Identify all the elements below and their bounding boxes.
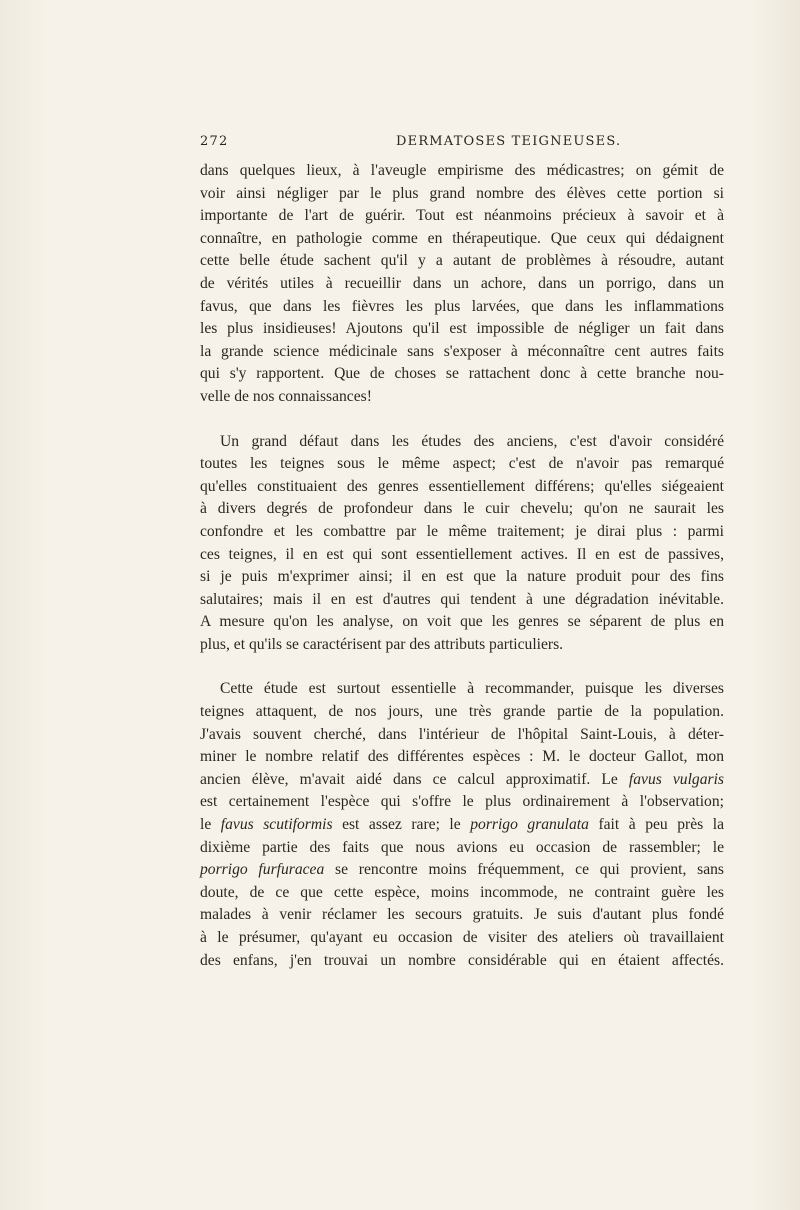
text-line: importante de l'art de guérir. Tout est néanmoins précieux à savoir et à bbox=[200, 207, 724, 225]
text-line-last: velle de nos connaissances! bbox=[200, 387, 372, 405]
text-line: malades à venir réclamer les secours gratuits. Je suis d'autant plus fondé bbox=[200, 906, 724, 924]
text-line: voir ainsi négliger par le plus grand nombre des élèves cette portion si bbox=[200, 184, 724, 202]
paragraph-1 bbox=[200, 160, 724, 409]
text-line: toutes les teignes sous le même aspect; c'est de n'avoir pas remarqué bbox=[200, 455, 724, 473]
text-line: cette belle étude sachent qu'il y a autant de problèmes à résoudre, autant bbox=[200, 252, 724, 270]
text-line: connaître, en pathologie comme en thérapeutique. Que ceux qui dédaignent bbox=[200, 229, 724, 247]
text-line: dans quelques lieux, à l'aveugle empirisme des médicastres; on gémit de bbox=[200, 162, 724, 179]
text-line: ancien élève, m'avait aidé dans ce calcul approximatif. Le favus vulgaris bbox=[200, 770, 724, 788]
text-line: qu'elles constituaient des genres essentiellement différens; qu'elles siégeaient bbox=[200, 477, 724, 495]
term-porrigo-furfuracea: porrigo furfuracea bbox=[200, 861, 325, 879]
text-line: confondre et les combattre par le même traitement; je dirai plus : parmi bbox=[200, 522, 724, 540]
text-line: dixième partie des faits que nous avions eu occasion de rassembler; le bbox=[200, 838, 724, 856]
term-favus-scutiformis: favus scutiformis bbox=[220, 816, 333, 834]
text-line: porrigo furfuracea se rencontre moins fréquemment, ce qui provient, sans bbox=[200, 861, 724, 879]
text-line: salutaires; mais il en est d'autres qui tendent à une dégradation inévitable. bbox=[200, 590, 724, 608]
paragraph-3 bbox=[200, 678, 724, 972]
text-line: à le présumer, qu'ayant eu occasion de visiter des ateliers où travaillaient bbox=[200, 929, 724, 946]
text-line: J'avais souvent cherché, dans l'intérieur de l'hôpital Saint-Louis, à déter- bbox=[200, 725, 724, 743]
term-favus-vulgaris: favus vulgaris bbox=[628, 770, 724, 788]
text-line: la grande science médicinale sans s'exposer à méconnaître cent autres faits bbox=[200, 342, 724, 360]
running-title: DERMATOSES TEIGNEUSES. bbox=[396, 134, 622, 149]
text-line: de vérités utiles à recueillir dans un achore, dans un porrigo, dans un bbox=[200, 274, 724, 292]
text-line: teignes attaquent, de nos jours, une très grande partie de la population. bbox=[200, 703, 724, 721]
paragraph-2 bbox=[200, 431, 724, 657]
text-line-last: plus, et qu'ils se caractérisent par des attributs particuliers. bbox=[200, 635, 564, 653]
text-line: le favus scutiformis est assez rare; le porrigo granulata fait à peu près la bbox=[200, 816, 724, 834]
body-text bbox=[200, 160, 724, 972]
page-number: 272 bbox=[200, 134, 229, 149]
text-line: si je puis m'exprimer ainsi; il en est que la nature produit pour des fins bbox=[200, 568, 724, 586]
text-line: ces teignes, il en est qui sont essentiellement actives. Il en est de passives, bbox=[200, 545, 724, 563]
text-line: Un grand défaut dans les études des anciens, c'est d'avoir considéré bbox=[220, 432, 724, 450]
text-line: Cette étude est surtout essentielle à recommander, puisque les diverses bbox=[220, 680, 724, 698]
text-line: doute, de ce que cette espèce, moins incommode, ne contraint guère les bbox=[200, 883, 724, 901]
text-line: est certainement l'espèce qui s'offre le plus ordinairement à l'observation; bbox=[200, 793, 724, 811]
text-line: miner le nombre relatif des différentes espèces : M. le docteur Gallot, mon bbox=[200, 748, 724, 766]
term-porrigo-granulata: porrigo granulata bbox=[470, 816, 589, 834]
text-line: des enfans, j'en trouvai un nombre considérable qui en étaient affectés. bbox=[200, 951, 724, 969]
text-line: à divers degrés de profondeur dans le cuir chevelu; qu'on ne saurait les bbox=[200, 500, 724, 518]
text-line: favus, que dans les fièvres les plus larvées, que dans les inflammations bbox=[200, 297, 724, 315]
text-line: les plus insidieuses! Ajoutons qu'il est impossible de négliger un fait dans bbox=[200, 320, 724, 338]
text-line: A mesure qu'on les analyse, on voit que les genres se séparent de plus en bbox=[200, 613, 724, 631]
text-line: qui s'y rapportent. Que de choses se rattachent donc à cette branche nou- bbox=[200, 365, 724, 383]
